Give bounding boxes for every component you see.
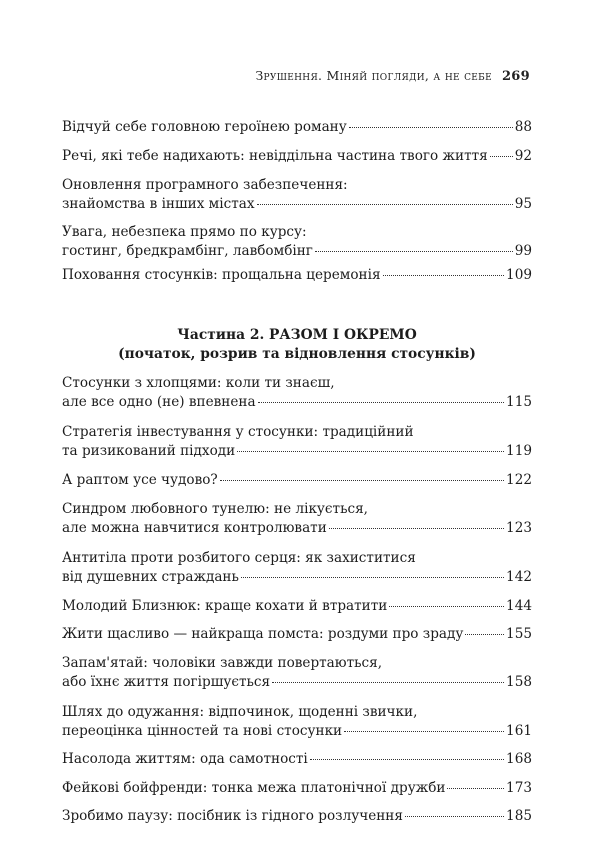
dot-leader <box>383 274 505 276</box>
dot-leader <box>315 250 513 252</box>
toc-entry-title: Молодий Близнюк: краще кохати й втратити <box>62 598 388 614</box>
dot-leader <box>389 605 504 607</box>
toc-entry[interactable] <box>62 500 532 538</box>
toc-entry-line <box>62 374 532 393</box>
toc-entry-page: 185 <box>506 808 532 824</box>
toc-entry-line <box>62 597 532 616</box>
part-subtitle: (початок, розрив та відновлення стосунків) <box>118 346 476 362</box>
dot-leader <box>310 758 504 760</box>
toc-entry-page: 161 <box>506 723 532 739</box>
toc-entry-page: 88 <box>514 119 532 135</box>
toc-entry-page: 158 <box>506 674 532 690</box>
part-heading <box>62 326 532 364</box>
page-number: 269 <box>501 69 530 84</box>
toc-entry-line <box>62 722 532 741</box>
dot-leader <box>257 203 513 205</box>
toc-entry-line <box>62 673 532 692</box>
toc-entry-line <box>62 549 532 568</box>
toc-entry-title: знайомства в інших містах <box>62 196 255 212</box>
dot-leader <box>220 479 504 481</box>
toc-entry[interactable] <box>62 223 532 261</box>
part-title: Частина 2. РАЗОМ І ОКРЕМО <box>177 327 417 343</box>
toc-entry-page: 155 <box>506 626 532 642</box>
toc-entry-page: 92 <box>514 148 532 164</box>
toc-entry[interactable] <box>62 423 532 461</box>
toc-entry[interactable] <box>62 147 532 166</box>
toc-entry-page: 122 <box>506 472 532 488</box>
dot-leader <box>490 155 513 157</box>
toc-entry-line <box>62 625 532 644</box>
toc-entry-title: але можна навчитися контролювати <box>62 520 327 536</box>
toc-entry-line <box>62 118 532 137</box>
dot-leader <box>241 576 504 578</box>
toc-entry[interactable] <box>62 374 532 412</box>
toc-entry-title: Стратегія інвестування у стосунки: традиційний <box>62 424 414 440</box>
toc-entry[interactable] <box>62 597 532 616</box>
toc-entry-title: Зробимо паузу: посібник із гідного розлучення <box>62 808 403 824</box>
toc-entry-title: та ризикований підходи <box>62 443 236 459</box>
toc-entry-title: Стосунки з хлопцями: коли ти знаєш, <box>62 375 335 391</box>
toc-entry-page: 142 <box>506 569 532 585</box>
toc-entry-title: Увага, небезпека прямо по курсу: <box>62 224 307 240</box>
toc-entry-page: 168 <box>506 751 532 767</box>
toc-entry-title: А раптом усе чудово? <box>62 472 218 488</box>
toc-entry[interactable] <box>62 654 532 692</box>
running-header-title: Зрушення. Міняй погляди, а не себе <box>255 68 492 83</box>
toc-entry-title: гостинг, бредкрамбінг, лавбомбінг <box>62 243 313 259</box>
toc-entry-page: 109 <box>506 267 532 283</box>
toc-entry-line <box>62 176 532 195</box>
toc-entry-title: від душевних страждань <box>62 569 239 585</box>
toc-entry-title: Жити щасливо — найкраща помста: роздуми про зраду <box>62 626 464 642</box>
toc-entry-line <box>62 500 532 519</box>
dot-leader <box>272 681 504 683</box>
toc-entry[interactable] <box>62 703 532 741</box>
toc-entry-page: 119 <box>506 443 532 459</box>
toc-entry-title: Фейкові бойфренди: тонка межа платонічної дружби <box>62 780 446 796</box>
toc-entry-line <box>62 266 532 285</box>
toc-entry-line <box>62 442 532 461</box>
toc-entry-title: Відчуй себе головною героїнею роману <box>62 119 347 135</box>
toc-entry[interactable] <box>62 779 532 798</box>
toc-entry-line <box>62 471 532 490</box>
toc-entry-line <box>62 654 532 673</box>
toc-entry-title: переоцінка цінностей та нові стосунки <box>62 723 343 739</box>
toc-entry-line <box>62 423 532 442</box>
toc-entry[interactable] <box>62 471 532 490</box>
toc-entry-page: 95 <box>514 196 532 212</box>
toc-entry[interactable] <box>62 625 532 644</box>
toc-entry-line <box>62 807 532 826</box>
toc-entry-line <box>62 195 532 214</box>
dot-leader <box>349 126 513 128</box>
toc-entry-title: Поховання стосунків: прощальна церемонія <box>62 267 381 283</box>
toc-entry-line <box>62 703 532 722</box>
toc-entry-title: Шлях до одужання: відпочинок, щоденні звички, <box>62 704 418 720</box>
toc-entry-page: 99 <box>514 243 532 259</box>
toc-entry[interactable] <box>62 176 532 214</box>
toc-entry-page: 173 <box>506 780 532 796</box>
toc-entry-title: Речі, які тебе надихають: невіддільна частина твого життя <box>62 148 488 164</box>
toc-entry-page: 144 <box>506 598 532 614</box>
toc-entry-line <box>62 779 532 798</box>
toc-entry-title: але все одно (не) впевнена <box>62 394 256 410</box>
toc-entry-line <box>62 147 532 166</box>
dot-leader <box>405 815 504 817</box>
dot-leader <box>258 401 504 403</box>
toc-entry[interactable] <box>62 266 532 285</box>
running-header <box>255 68 530 84</box>
toc-entry-line <box>62 242 532 261</box>
toc-entry-title: Оновлення програмного забезпечення: <box>62 177 348 193</box>
toc-entry-title: або їхнє життя погіршується <box>62 674 271 690</box>
toc-entry-line <box>62 223 532 242</box>
dot-leader <box>447 787 504 789</box>
toc-entry[interactable] <box>62 118 532 137</box>
toc-entry-line <box>62 750 532 769</box>
toc-entry-title: Насолода життям: ода самотності <box>62 751 308 767</box>
toc-entry-line <box>62 568 532 587</box>
toc-entry-title: Антитіла проти розбитого серця: як захиститися <box>62 550 416 566</box>
toc-entry[interactable] <box>62 807 532 826</box>
toc-entry-page: 115 <box>506 394 532 410</box>
toc-entry-line <box>62 393 532 412</box>
dot-leader <box>465 633 504 635</box>
toc-entry-page: 123 <box>506 520 532 536</box>
dot-leader <box>237 450 504 452</box>
dot-leader <box>344 730 504 732</box>
toc-entry-line <box>62 519 532 538</box>
toc-entry[interactable] <box>62 750 532 769</box>
toc-entry-title: Запам'ятай: чоловіки завжди повертаються, <box>62 655 383 671</box>
toc-entry-title: Синдром любовного тунелю: не лікується, <box>62 501 368 517</box>
toc-entry[interactable] <box>62 549 532 587</box>
dot-leader <box>329 527 504 529</box>
